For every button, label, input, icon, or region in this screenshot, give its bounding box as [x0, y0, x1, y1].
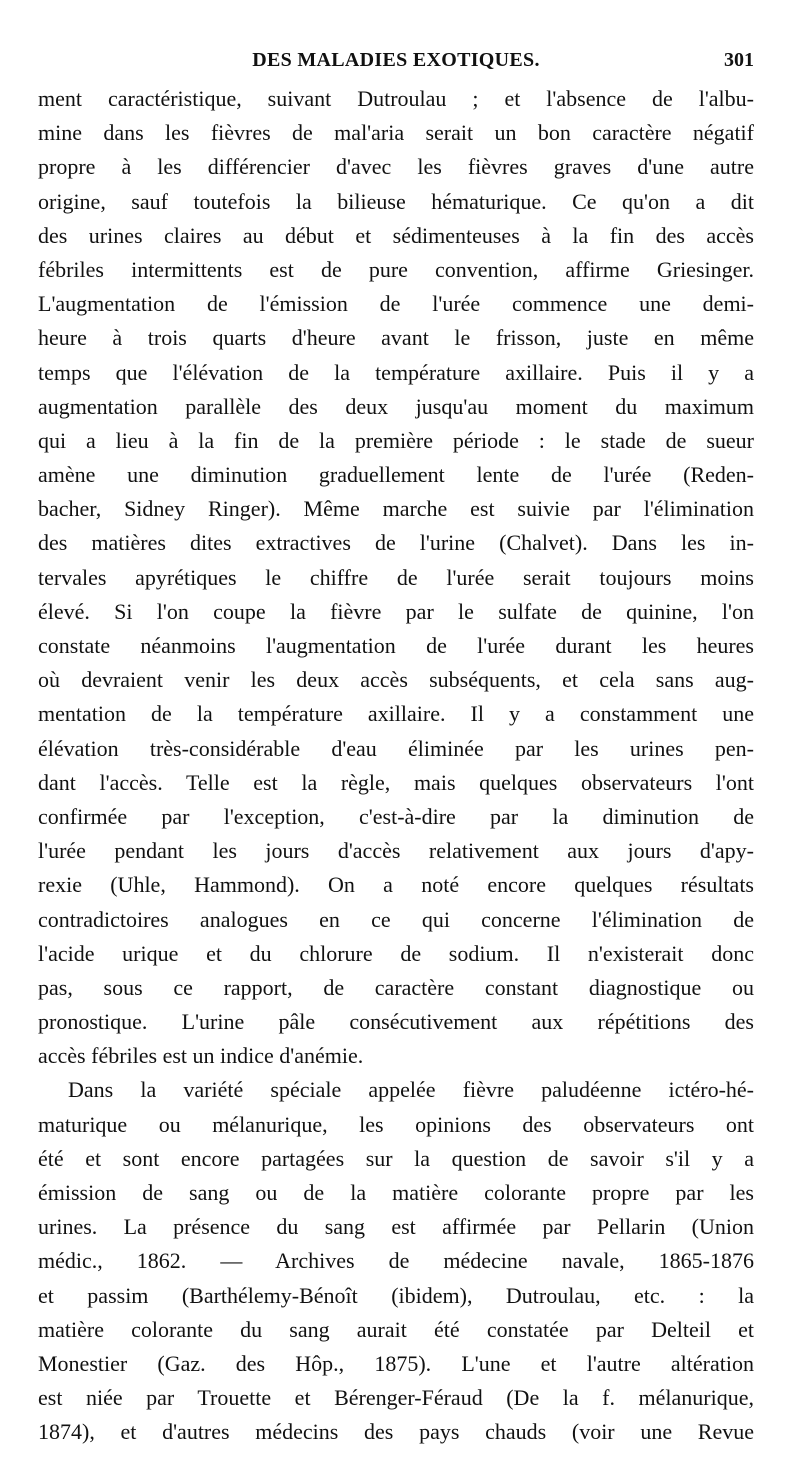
text-line: des urines claires au début et sédimenteuses à la fin des accès: [38, 222, 754, 248]
text-line: fébriles intermittents est de pure convention, affirme Griesinger.: [38, 256, 754, 282]
text-line: tervales apyrétiques le chiffre de l'urée serait toujours moins: [38, 564, 754, 590]
text-line: élevé. Si l'on coupe la fièvre par le sulfate de quinine, l'on: [38, 598, 754, 624]
text-line: origine, sauf toutefois la bilieuse hématurique. Ce qu'on a dit: [38, 188, 754, 214]
text-line: où devraient venir les deux accès subséquents, et cela sans aug-: [38, 667, 754, 693]
text-line: est niée par Trouette et Bérenger-Féraud (De la f. mélanurique,: [38, 1385, 754, 1411]
text-line: l'acide urique et du chlorure de sodium. Il n'existerait donc: [38, 940, 754, 966]
text-line: augmentation parallèle des deux jusqu'au moment du maximum: [38, 393, 754, 419]
text-line: ment caractéristique, suivant Dutroulau ; et l'absence de l'albu-: [38, 86, 754, 111]
text-line: propre à les différencier d'avec les fièvres graves d'une autre: [38, 154, 754, 180]
text-line: contradictoires analogues en ce qui concerne l'élimination de: [38, 906, 754, 932]
running-head: [38, 48, 754, 72]
text-line: des matières dites extractives de l'urine (Chalvet). Dans les in-: [38, 530, 754, 556]
text-line: amène une diminution graduellement lente de l'urée (Reden-: [38, 462, 754, 488]
paragraph-1: [38, 82, 754, 1073]
text-line: bacher, Sidney Ringer). Même marche est suivie par l'élimination: [38, 496, 754, 522]
running-title: DES MALADIES EXOTIQUES.: [252, 49, 540, 71]
text-line-first: Dans la variété spéciale appelée fièvre paludéenne ictéro-hé-: [68, 1077, 754, 1103]
text-line: 1874), et d'autres médecins des pays chauds (voir une Revue: [38, 1419, 754, 1445]
text-line: et passim (Barthélemy-Bénoît (ibidem), Dutroulau, etc. : la: [38, 1282, 754, 1308]
text-line: L'augmentation de l'émission de l'urée commence une demi-: [38, 291, 754, 317]
text-line: l'urée pendant les jours d'accès relativement aux jours d'apy-: [38, 838, 754, 864]
text-line: maturique ou mélanurique, les opinions des observateurs ont: [38, 1111, 754, 1137]
text-line: pronostique. L'urine pâle consécutivement aux répétitions des: [38, 1009, 754, 1035]
text-line: mine dans les fièvres de mal'aria serait un bon caractère négatif: [38, 120, 754, 146]
text-line: pas, sous ce rapport, de caractère constant diagnostique ou: [38, 974, 754, 1000]
text-line: mentation de la température axillaire. Il y a constamment une: [38, 701, 754, 727]
text-line: confirmée par l'exception, c'est-à-dire par la diminution de: [38, 803, 754, 829]
text-line: matière colorante du sang aurait été constatée par Delteil et: [38, 1316, 754, 1342]
text-line: été et sont encore partagées sur la question de savoir s'il y a: [38, 1145, 754, 1171]
text-line: émission de sang ou de la matière colorante propre par les: [38, 1180, 754, 1205]
paragraph-2: [38, 1073, 754, 1449]
text-line: médic., 1862. — Archives de médecine navale, 1865-1876: [38, 1248, 754, 1274]
body-text: [38, 82, 754, 1450]
text-line: constate néanmoins l'augmentation de l'urée durant les heures: [38, 633, 754, 658]
text-line: urines. La présence du sang est affirmée par Pellarin (Union: [38, 1214, 754, 1240]
text-line: rexie (Uhle, Hammond). On a noté encore quelques résultats: [38, 872, 754, 898]
text-line: temps que l'élévation de la température axillaire. Puis il y a: [38, 359, 754, 385]
text-line: Monestier (Gaz. des Hôp., 1875). L'une et l'autre altération: [38, 1350, 754, 1376]
page-number: 301: [724, 49, 754, 71]
text-line: qui a lieu à la fin de la première période : le stade de sueur: [38, 427, 754, 453]
text-line: élévation très-considérable d'eau éliminée par les urines pen-: [38, 735, 754, 761]
text-line-last: accès fébriles est un indice d'anémie.: [38, 1043, 364, 1069]
text-line: dant l'accès. Telle est la règle, mais quelques observateurs l'ont: [38, 769, 754, 795]
text-line: heure à trois quarts d'heure avant le frisson, juste en même: [38, 325, 754, 351]
